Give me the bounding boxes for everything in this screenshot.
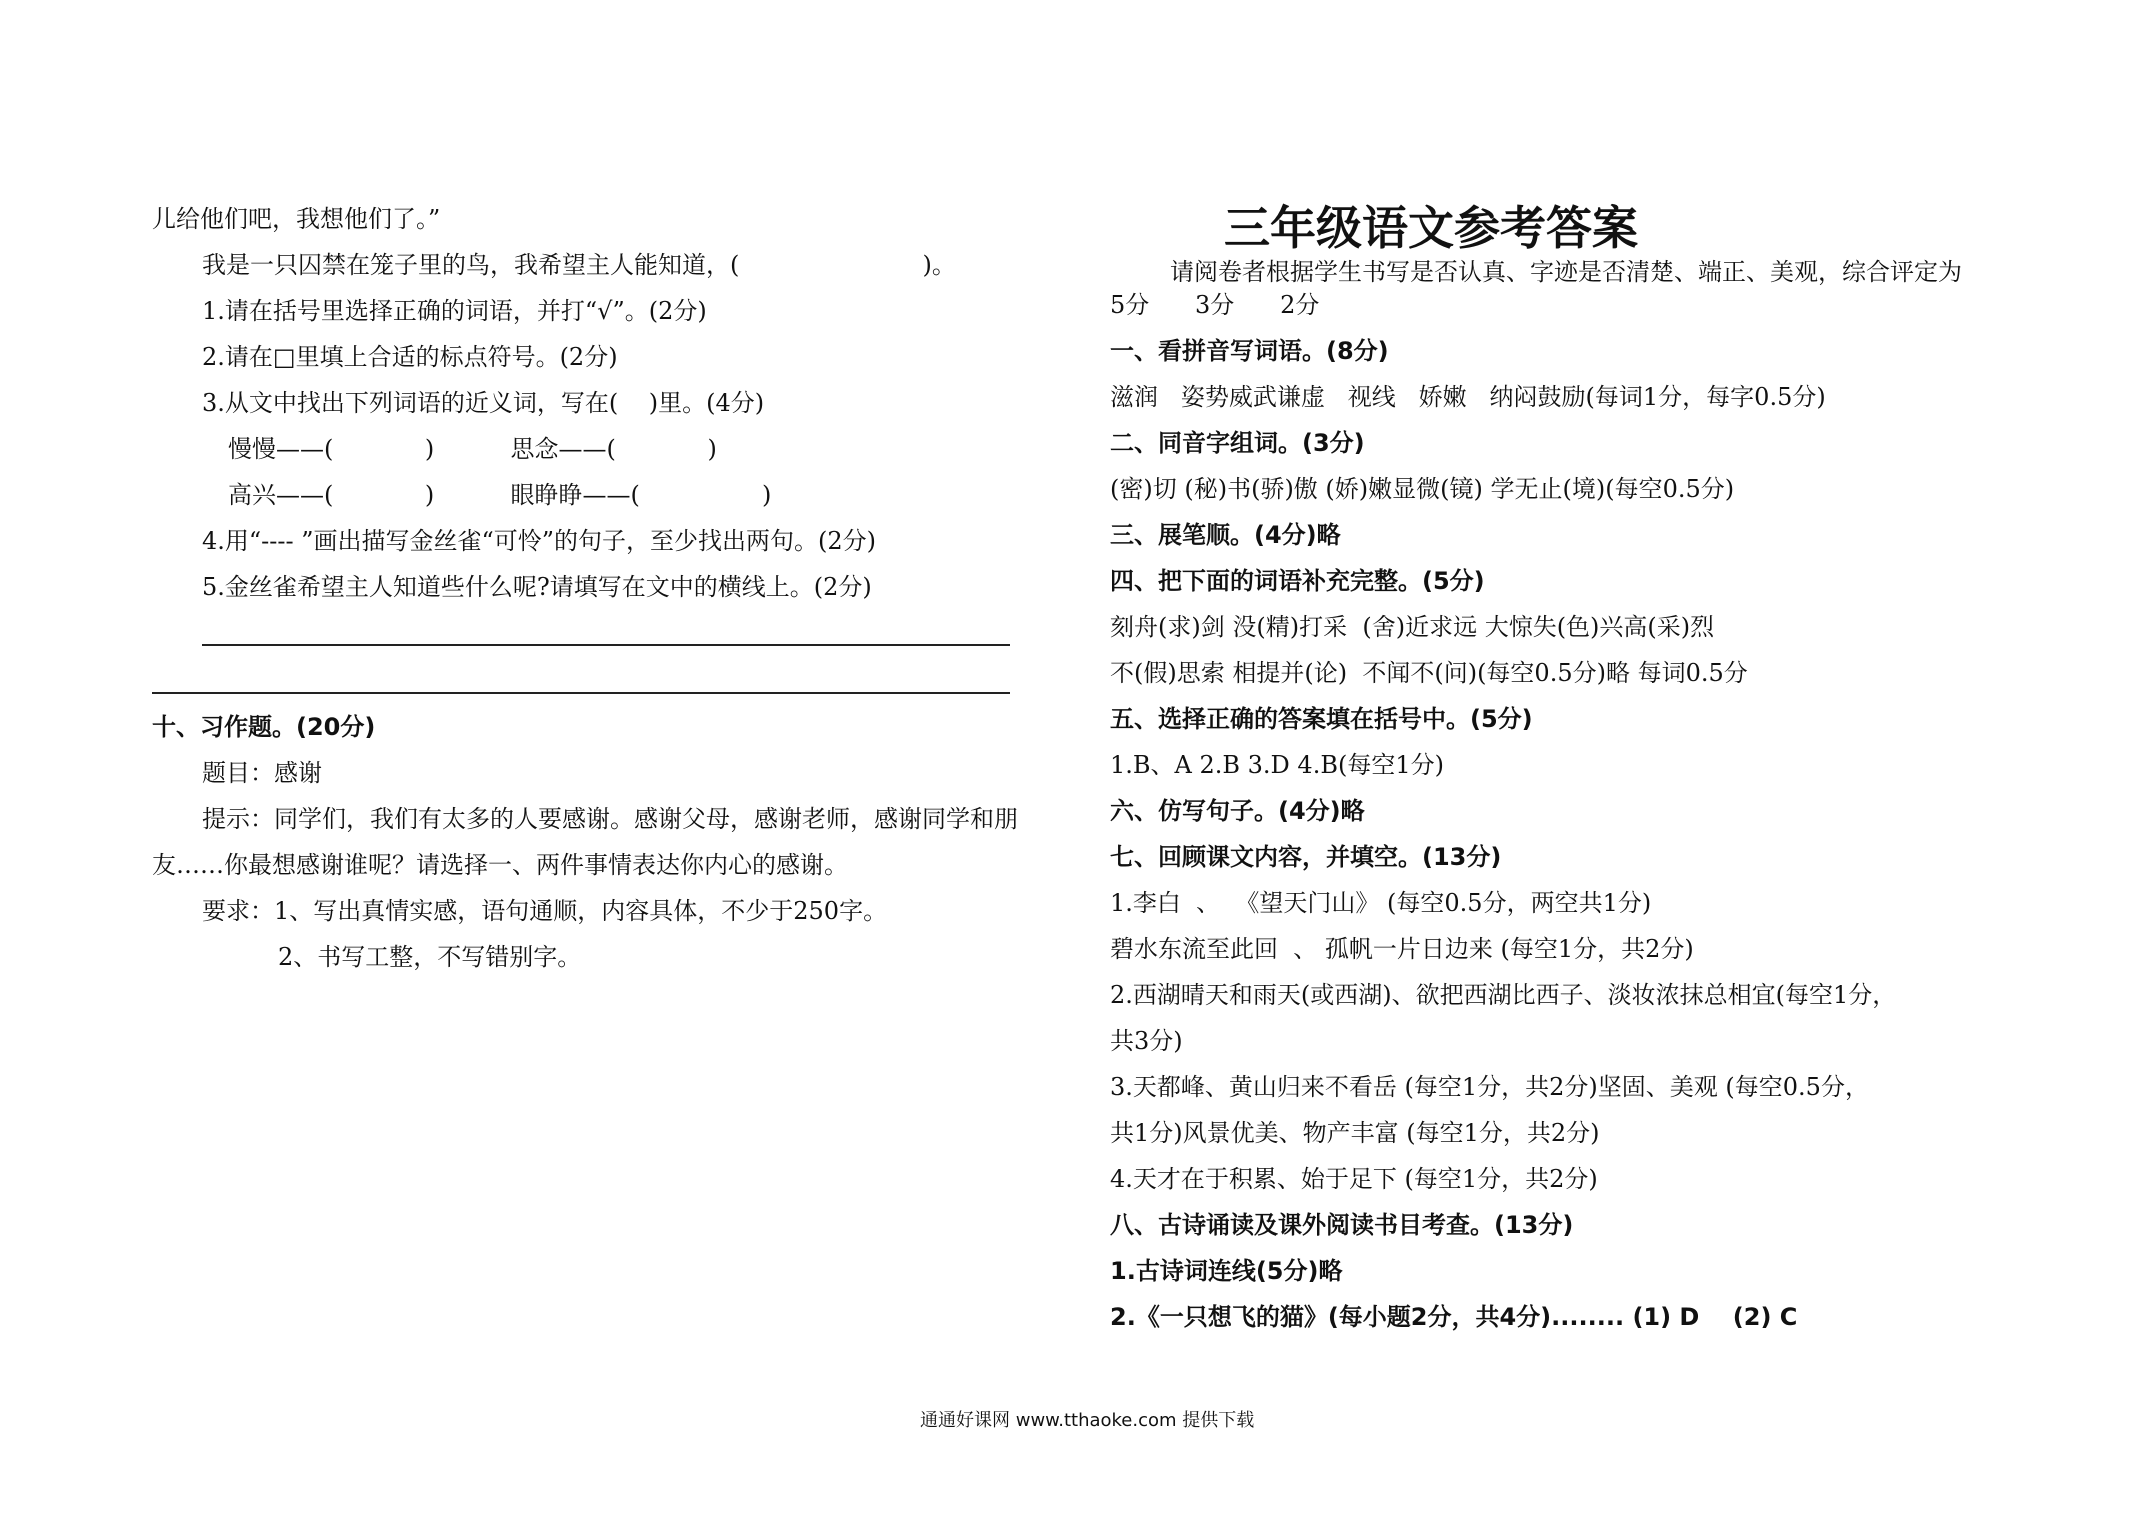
s2-body: (密)切 (秘)书(骄)傲 (娇)嫩显微(镜) 学无止(境)(每空0.5分)	[1110, 475, 1735, 503]
answer-line-2	[152, 692, 1010, 694]
s7-line-1: 1.李白 、 《望天门山》 (每空0.5分，两空共1分)	[1110, 889, 1652, 917]
s4-body-1: 刻舟(求)剑 没(精)打采 (舍)近求远 大惊失(色)兴高(采)烈	[1110, 613, 1715, 641]
intro-line-2: 5分 3分 2分	[1110, 291, 1320, 319]
left-q2: 2.请在□里填上合适的标点符号。(2分)	[202, 343, 618, 371]
left-line-1: 儿给他们吧，我想他们了。”	[152, 205, 441, 233]
intro-line-1: 请阅卷者根据学生书写是否认真、字迹是否清楚、端正、美观，综合评定为	[1170, 258, 1962, 286]
left-q3-row1: 慢慢——( ) 思念——( )	[228, 435, 717, 463]
left-q3: 3.从文中找出下列词语的近义词，写在( )里。(4分)	[202, 389, 765, 417]
s7-line-6: 共1分)风景优美、物产丰富 (每空1分，共2分)	[1110, 1119, 1600, 1147]
s5-body: 1.B、A 2.B 3.D 4.B(每空1分)	[1110, 751, 1444, 779]
s2-heading: 二、同音字组词。(3分)	[1110, 429, 1365, 457]
s1-body: 滋润 姿势威武谦虚 视线 娇嫩 纳闷鼓励(每词1分，每字0.5分)	[1110, 383, 1826, 411]
s3-heading: 三、展笔顺。(4分)略	[1110, 521, 1341, 549]
s7-line-4: 共3分)	[1110, 1027, 1183, 1055]
s1-heading: 一、看拼音写词语。(8分)	[1110, 337, 1389, 365]
essay-topic: 题目：感谢	[202, 759, 322, 787]
s5-heading: 五、选择正确的答案填在括号中。(5分)	[1110, 705, 1533, 733]
left-q5: 5.金丝雀希望主人知道些什么呢?请填写在文中的横线上。(2分)	[202, 573, 872, 601]
s7-line-2: 碧水东流至此回 、 孤帆一片日边来 (每空1分，共2分)	[1110, 935, 1694, 963]
left-q4: 4.用“---- ”画出描写金丝雀“可怜”的句子，至少找出两句。(2分)	[202, 527, 877, 555]
left-line-2: 我是一只囚禁在笼子里的鸟，我希望主人能知道，( )。	[202, 251, 956, 279]
s8-line-2: 2.《一只想飞的猫》(每小题2分，共4分)........ (1) D (2) C	[1110, 1303, 1798, 1331]
s7-line-5: 3.天都峰、黄山归来不看岳 (每空1分，共2分)坚固、美观 (每空0.5分，	[1110, 1073, 1869, 1101]
answer-key-title: 三年级语文参考答案	[1224, 201, 1638, 255]
essay-hint-2: 友……你最想感谢谁呢？请选择一、两件事情表达你内心的感谢。	[152, 851, 848, 879]
s8-heading: 八、古诗诵读及课外阅读书目考查。(13分)	[1110, 1211, 1574, 1239]
section-10-heading: 十、习作题。(20分)	[152, 713, 376, 741]
answer-line-1	[202, 644, 1010, 646]
s7-heading: 七、回顾课文内容，并填空。(13分)	[1110, 843, 1502, 871]
s8-line-1: 1.古诗词连线(5分)略	[1110, 1257, 1343, 1285]
essay-req-1: 要求：1、写出真情实感，语句通顺，内容具体，不少于250字。	[202, 897, 888, 925]
s6-heading: 六、仿写句子。(4分)略	[1110, 797, 1365, 825]
left-q3-row2: 高兴——( ) 眼睁睁——( )	[228, 481, 772, 509]
essay-req-2: 2、书写工整，不写错别字。	[278, 943, 582, 971]
left-q1: 1.请在括号里选择正确的词语，并打“√”。(2分)	[202, 297, 707, 325]
s7-line-7: 4.天才在于积累、始于足下 (每空1分，共2分)	[1110, 1165, 1598, 1193]
s4-heading: 四、把下面的词语补充完整。(5分)	[1110, 567, 1485, 595]
essay-hint-1: 提示：同学们，我们有太多的人要感谢。感谢父母，感谢老师，感谢同学和朋	[202, 805, 1018, 833]
s7-line-3: 2.西湖晴天和雨天(或西湖)、欲把西湖比西子、淡妆浓抹总相宜(每空1分，	[1110, 981, 1897, 1009]
page-footer: 通通好课网 www.tthaoke.com 提供下载	[920, 1410, 1255, 1431]
s4-body-2: 不(假)思索 相提并(论) 不闻不(问)(每空0.5分)略 每词0.5分	[1110, 659, 1748, 687]
